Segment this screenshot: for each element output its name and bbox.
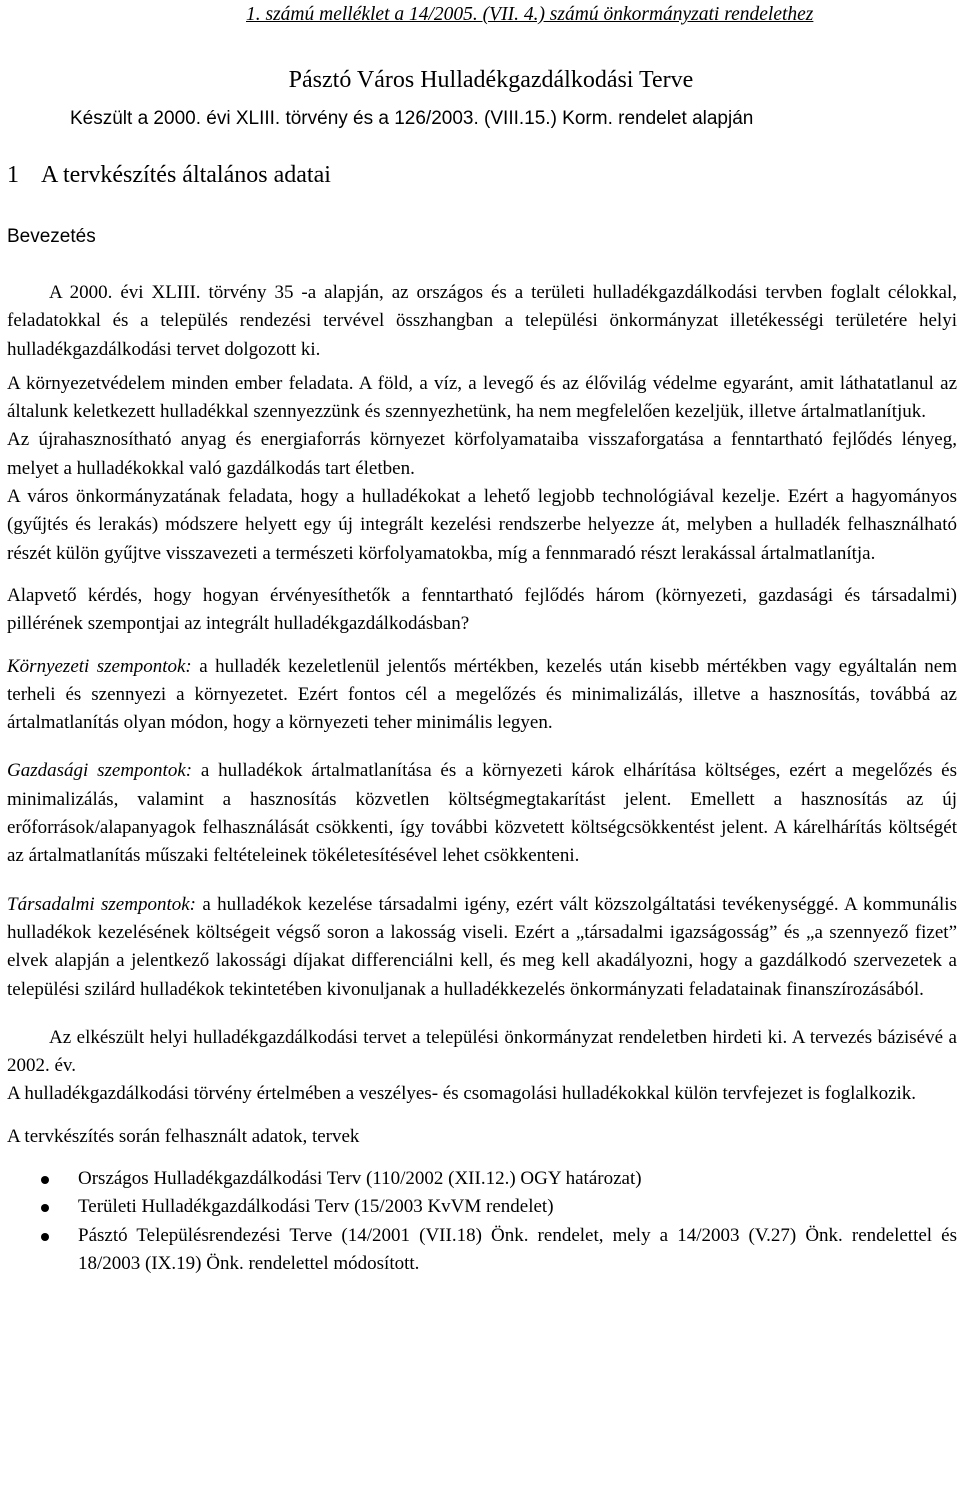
environmental-label: Környezeti szempontok: (7, 655, 192, 677)
document-body (7, 279, 957, 1278)
section-title: A tervkészítés általános adatai (41, 162, 331, 188)
social-label: Társadalmi szempontok: (7, 893, 196, 915)
section-heading (7, 158, 331, 192)
document-subtitle: Készült a 2000. évi XLIII. törvény és a 126/2003. (VIII.15.) Korm. rendelet alapján (70, 108, 754, 129)
bullet-icon (41, 1204, 49, 1212)
paragraph-3: Az újrahasznosítható anyag és energiaforrás környezet körfolyamataiba visszaforgatása a fenntartható fejlődés lényeg, melyet a hulladékokkal való gazdálkodás tart életben. (7, 429, 957, 479)
list-item: Országos Hulladékgazdálkodási Terv (110/2002 (XII.12.) OGY határozat) (7, 1165, 957, 1193)
environmental-text: a hulladék kezeletlenül jelentős mértékben, kezelés után kisebb mértékben vagy egyáltalán nem terheli és szennyezi a környezetet. Ezért fontos cél a megelőzés és minimalizálás, illetve a hasznosítás, továbbá az ártalmatlanítás olyan módon, hogy a környezeti teher minimális legyen. (7, 655, 957, 734)
paragraph-social (7, 891, 957, 1004)
section-number: 1 (7, 162, 19, 188)
document-title: Pásztó Város Hulladékgazdálkodási Terve (288, 67, 694, 93)
paragraph-9: Az elkészült helyi hulladékgazdálkodási tervet a települési önkormányzat rendeletben hirdeti ki. A tervezés bázisévé a 2002. év. (7, 1026, 957, 1077)
paragraph-10: A hulladékgazdálkodási törvény értelmében a veszélyes- és csomagolási hulladékokkal külön tervfejezet is foglalkozik. (7, 1083, 917, 1105)
paragraph-5: Alapvető kérdés, hogy hogyan érvényesíthetők a fenntartható fejlődés három (környezeti, gazdasági és társadalmi) pillérének szempontjai az integrált hulladékgazdálkodásban? (7, 584, 957, 635)
sources-list (7, 1165, 957, 1278)
list-item: Területi Hulladékgazdálkodási Terv (15/2003 KvVM rendelet) (7, 1193, 957, 1221)
economic-text: a hulladékok ártalmatlanítása és a környezeti károk elhárítása költséges, ezért a megelőzés és minimalizálás, valamint a hasznosítás közvetlen költségmegtakarítást jelent. Emellett a hasznosítás az új erőforrások/alapanyagok felhasználását csökkenti, így további közvetett költségcsökkentést jelent. A kárelhárítás költségét az ártalmatlanítás műszaki feltételeinek tökéletesítésével lehet csökkenteni. (7, 760, 957, 867)
paragraph-11: A tervkészítés során felhasznált adatok, tervek (7, 1125, 360, 1147)
bullet-icon (41, 1233, 49, 1241)
social-text: a hulladékok kezelése társadalmi igény, ezért vált közszolgáltatási tevékenységgé. A kommunális hulladékok kezelésének költségeit végső soron a lakosság viseli. Ezért a „társadalmi igazságosság” és „a szennyező fizet” elvek alapján a jelentkező lakossági díjakat differenciálni kell, és meg kell akadályozni, hogy a gazdálkodó szervezetek a települési szilárd hulladékok tekintetében kivonuljanak a hulladékkezelés önkormányzati feladatainak finanszírozásából. (7, 893, 957, 1000)
subsection-heading: Bevezetés (7, 226, 96, 247)
paragraph-1: A 2000. évi XLIII. törvény 35 -a alapján, az országos és a területi hulladékgazdálkodási tervben foglalt célokkal, feladatokkal és a település rendezési tervével összhangban a települési önkormányzat illetékességi területére helyi hulladékgazdálkodási tervet dolgozott ki. (7, 282, 957, 360)
paragraph-economic (7, 757, 957, 870)
paragraph-4: A város önkormányzatának feladata, hogy a hulladékokat a lehető legjobb technológiával kezelje. Ezért a hagyományos (gyűjtés és lerakás) módszere helyett egy új integrált kezelési rendszerbe helyezze át, melyben a hulladék felhasználható részét külön gyűjtve visszavezeti a természeti körfolyamatokba, míg a fennmaradó részt lerakással ártalmatlanítja. (7, 486, 957, 564)
bullet-icon (41, 1176, 49, 1184)
paragraph-environmental (7, 653, 957, 738)
list-item: Pásztó Településrendezési Terve (14/2001 (VII.18) Önk. rendelet, mely a 14/2003 (V.27) Önk. rendelettel és 18/2003 (IX.19) Önk. rendelettel módosított. (7, 1222, 957, 1279)
annex-header-note: 1. számú melléklet a 14/2005. (VII. 4.) számú önkormányzati rendelethez (246, 4, 814, 25)
economic-label: Gazdasági szempontok: (7, 760, 193, 782)
paragraph-2: A környezetvédelem minden ember feladata. A föld, a víz, a levegő és az élővilág védelme egyaránt, amit láthatatlanul az általunk keletkezett hulladékkal szennyezzünk és szennyezhetünk, ha nem megfelelően kezeljük, illetve ártalmatlanítjuk. (7, 372, 957, 423)
